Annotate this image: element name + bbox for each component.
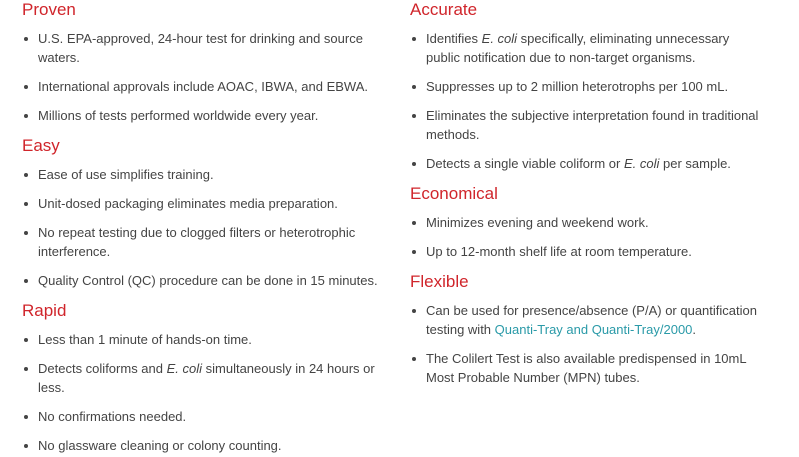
- list-item: Minimizes evening and weekend work.: [410, 213, 780, 232]
- item-text: simultaneously in 24 hours or less.: [38, 361, 375, 395]
- flexible-list: [410, 301, 780, 387]
- item-text-italic: E. coli: [166, 361, 203, 376]
- list-item: No repeat testing due to clogged filters or heterotrophic interference.: [22, 223, 373, 261]
- list-item: No confirmations needed.: [22, 407, 392, 426]
- item-text-italic: E. coli: [623, 156, 660, 171]
- list-item: [410, 154, 780, 173]
- list-item: No glassware cleaning or colony counting.: [22, 436, 392, 455]
- list-item: [410, 29, 756, 67]
- list-item: [22, 359, 388, 397]
- proven-list: [22, 29, 392, 125]
- item-text: Can be used for presence/absence (P/A) or quantification testing with: [426, 303, 757, 337]
- economical-list: [410, 213, 780, 261]
- list-item: Suppresses up to 2 million heterotrophs per 100 mL.: [410, 77, 780, 96]
- quanti-tray-link[interactable]: Quanti-Tray and Quanti-Tray/2000: [494, 322, 693, 337]
- rapid-list: [22, 330, 392, 455]
- item-text: specifically, eliminating unnecessary public notification due to non-target organisms.: [426, 31, 730, 65]
- section-title-easy: Easy: [22, 136, 60, 155]
- list-item: The Colilert Test is also available predispensed in 10mL Most Probable Number (MPN) tubes.: [410, 349, 766, 387]
- item-text: per sample.: [659, 156, 731, 171]
- list-item: Up to 12-month shelf life at room temperature.: [410, 242, 780, 261]
- item-text: Identifies: [426, 31, 482, 46]
- list-item: Eliminates the subjective interpretation found in traditional methods.: [410, 106, 771, 144]
- item-text-italic: E. coli: [481, 31, 518, 46]
- section-title-proven: Proven: [22, 0, 76, 19]
- section-title-accurate: Accurate: [410, 0, 478, 19]
- list-item: Unit-dosed packaging eliminates media preparation.: [22, 194, 392, 213]
- item-text: Detects a single viable coliform or: [426, 156, 624, 171]
- list-item: [410, 301, 771, 339]
- left-column: [22, 0, 392, 455]
- list-item: Ease of use simplifies training.: [22, 165, 392, 184]
- section-title-flexible: Flexible: [410, 272, 469, 291]
- list-item: Less than 1 minute of hands-on time.: [22, 330, 392, 349]
- item-text: .: [692, 322, 697, 337]
- list-item: International approvals include AOAC, IBWA, and EBWA.: [22, 77, 392, 96]
- section-title-rapid: Rapid: [22, 301, 67, 320]
- list-item: Quality Control (QC) procedure can be done in 15 minutes.: [22, 271, 392, 290]
- list-item: U.S. EPA-approved, 24-hour test for drinking and source waters.: [22, 29, 368, 67]
- accurate-list: [410, 29, 780, 173]
- easy-list: [22, 165, 392, 290]
- list-item: Millions of tests performed worldwide every year.: [22, 106, 392, 125]
- right-column: [410, 0, 780, 387]
- section-title-economical: Economical: [410, 184, 498, 203]
- item-text: Detects coliforms and: [38, 361, 167, 376]
